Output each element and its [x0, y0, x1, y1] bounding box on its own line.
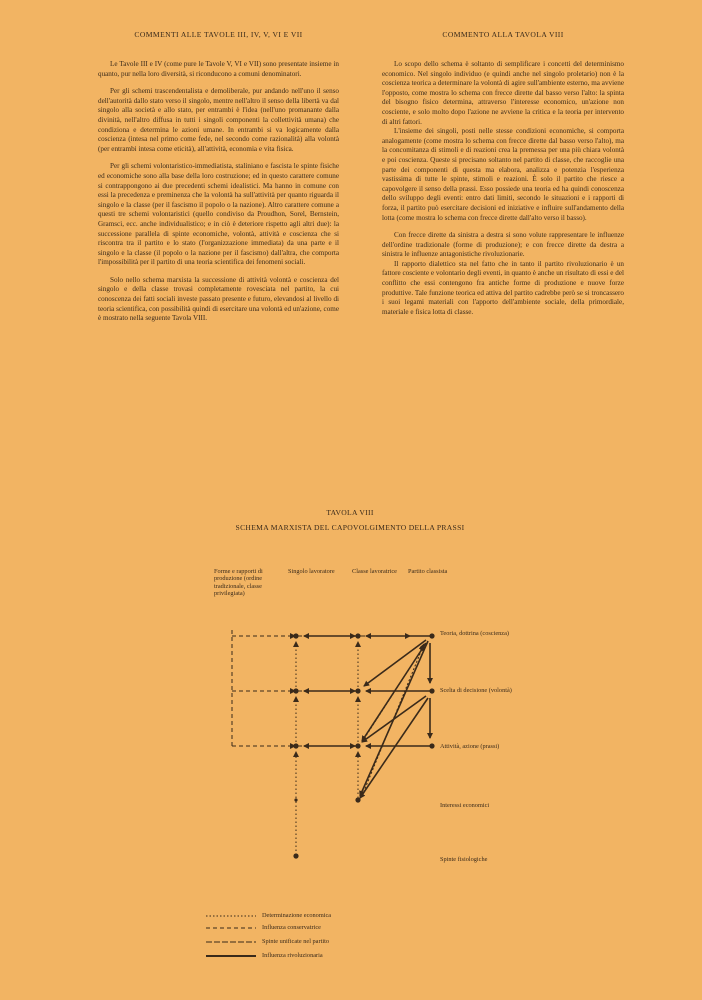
- legend-unified-drives: Spinte unificate nel partito: [262, 938, 329, 945]
- figure-number: TAVOLA VIII: [326, 508, 374, 517]
- row-label-economic-interests: Interessi economici: [440, 802, 490, 809]
- paragraph: Lo scopo dello schema è soltanto di semplificare i concetti del determinismo economico. Nel singolo individuo (e quindi anche nel singolo proletario) non è la coscienza teorica a determinare la volontà di agire sull'ambiente esterno, ma avviene l'opposto, come mostra lo schema con frecce dirette dal basso verso l'alto: la spinta del bisogno fisico determina, attraverso l'interesse economico, un'azione non cosciente, e solo molto dopo l'azione ne avviene la critica e la teoria per intervento di altri fattori.: [382, 60, 624, 126]
- paragraph: Solo nello schema marxista la successione di attività volontà e coscienza del singolo e della classe trovasi completamente rovesciata nel partito, la cui conoscenza dei fatti sociali investe passato presente e futuro, elevandosi al livello di teoria scientifica, con possibilità quindi di esercitare una volontà ed un'azione, come è mostrato nella seguente Tavola VIII.: [98, 275, 339, 323]
- revolutionary-influence-lines: [304, 636, 430, 798]
- column-heading-class-party: Partito classista: [408, 568, 448, 575]
- row-label-physiological-drives: Spinte fisiologiche: [440, 856, 488, 863]
- paragraph: Le Tavole III e IV (come pure le Tavole V, VI e VII) sono presentate insieme in quanto, pur nella loro diversità, si riconducono a comuni denominatori.: [98, 60, 339, 78]
- paragraph: Il rapporto dialettico sta nel fatto che in tanto il partito rivoluzionario è un fattore cosciente e volontario degli eventi, in quanto è anche un risultato di essi e del conflitto che essi contengono fra antiche forme di produzione e nuove forze produttive. Tale funzione teorica ed attiva del partito cadrebbe però se si troncassero i suoi legami materiali con l'apporto dell'ambiente sociale, della primordiale, materiale e fisica lotta di classe.: [382, 259, 624, 316]
- column-heading-working-class: Classe lavoratrice: [352, 568, 397, 575]
- paragraph: L'insieme dei singoli, posti nelle stesse condizioni economiche, si comporta analogamente (come mostra lo schema con frecce dirette dal basso verso l'alto), ma la concomitanza di stimoli e di reazioni crea la premessa per una più chiara volontà e poi coscienza. Queste si precisano soltanto nel partito di classe, che raccoglie una parte dei componenti di questa ma elabora, analizza e potenzia l'esperienza vastissima di tutte le spinte, stimoli e reazioni. È solo il partito che riesce a capovolgere il senso della prassi. Esso possiede una teoria ed ha quindi conoscenza dello sviluppo degli eventi: entro dati limiti, secondo le situazioni e i rapporti di forza, il partito può esercitare decisioni ed iniziative e influire sull'andamento della lotta (come mostra lo schema con frecce dirette dall'alto verso il basso).: [382, 127, 624, 222]
- right-column-header: COMMENTO ALLA TAVOLA VIII: [442, 30, 564, 39]
- legend-economic-determination: Determinazione economica: [262, 912, 332, 919]
- legend: [206, 916, 256, 956]
- legend-conservative-influence: Influenza conservatrice: [262, 924, 321, 931]
- paragraph: Per gli schemi volontaristico-immediatista, staliniano e fascista le spinte fisiche ed economiche sono alla base della loro costruzione; ed in questo carattere comune si contrappongono ai due precedenti schemi idealistici. Ma hanno in comune con essi la precedenza e preminenza che la volontà ha sull'attività per quanto riguarda il singolo e la classe (per il fascismo il popolo o la nazione). Altro carattere comune a questi tre schemi volontaristici (quello condiviso da Proudhon, Sorel, Bernstein, Gramsci, ecc. anche individualistico; e in ciò è deteriore rispetto agli altri due): la successione parallela di spinte economiche, volontà, attività e coscienza che si riscontra tra il partito e lo stato (l'organizzazione immediata) da una parte e il singolo e la classe (il popolo o la nazione per il fascismo) dall'altra, che comporta l'impossibilità per il partito di una teoria scientifica dei fenomeni sociali.: [98, 162, 339, 267]
- paragraph: Con frecce dirette da sinistra a destra si sono volute rappresentare le influenze dell'ordine tradizionale (forme di produzione); e con frecce dirette da destra a sinistra le influenze antagonistiche rivoluzionarie.: [382, 231, 624, 259]
- row-label-decision: Scelta di decisione (volontà): [440, 687, 512, 694]
- paragraph: Per gli schemi trascendentalista e demoliberale, pur andando nell'uno il senso dell'autorità dallo stato verso il singolo, mentre nell'altro il senso della libertà va dal singolo alla società e allo stato, per entrambi è l'idea (nell'uno promanante dalla divinità, nell'altro diffusa in tutti i singoli componenti la collettività umana) che condiziona e determina le azioni umane. In entrambi si va logicamente dalla coscienza (intesa nel primo come fede, nel secondo come razionalità) alla volontà (per entrambi intesa come eticità), all'attività, economia e vita fisica.: [98, 87, 339, 153]
- legend-revolutionary-influence: Influenza rivoluzionaria: [262, 952, 323, 959]
- left-column-header: COMMENTI ALLE TAVOLE III, IV, V, VI E VII: [134, 30, 303, 39]
- row-label-theory: Teoria, dottrina (coscienza): [440, 630, 509, 637]
- economic-determination-lines: [296, 642, 358, 855]
- figure-title: SCHEMA MARXISTA DEL CAPOVOLGIMENTO DELLA PRASSI: [235, 523, 465, 532]
- column-heading-single-worker: Singolo lavoratore: [288, 568, 335, 575]
- column-heading-production-forms: Forme e rapporti di produzione (ordine tradizionale, classe privilegiata): [214, 568, 263, 598]
- row-label-activity: Attività, azione (prassi): [440, 743, 500, 750]
- conservative-influence-lines: [232, 630, 355, 748]
